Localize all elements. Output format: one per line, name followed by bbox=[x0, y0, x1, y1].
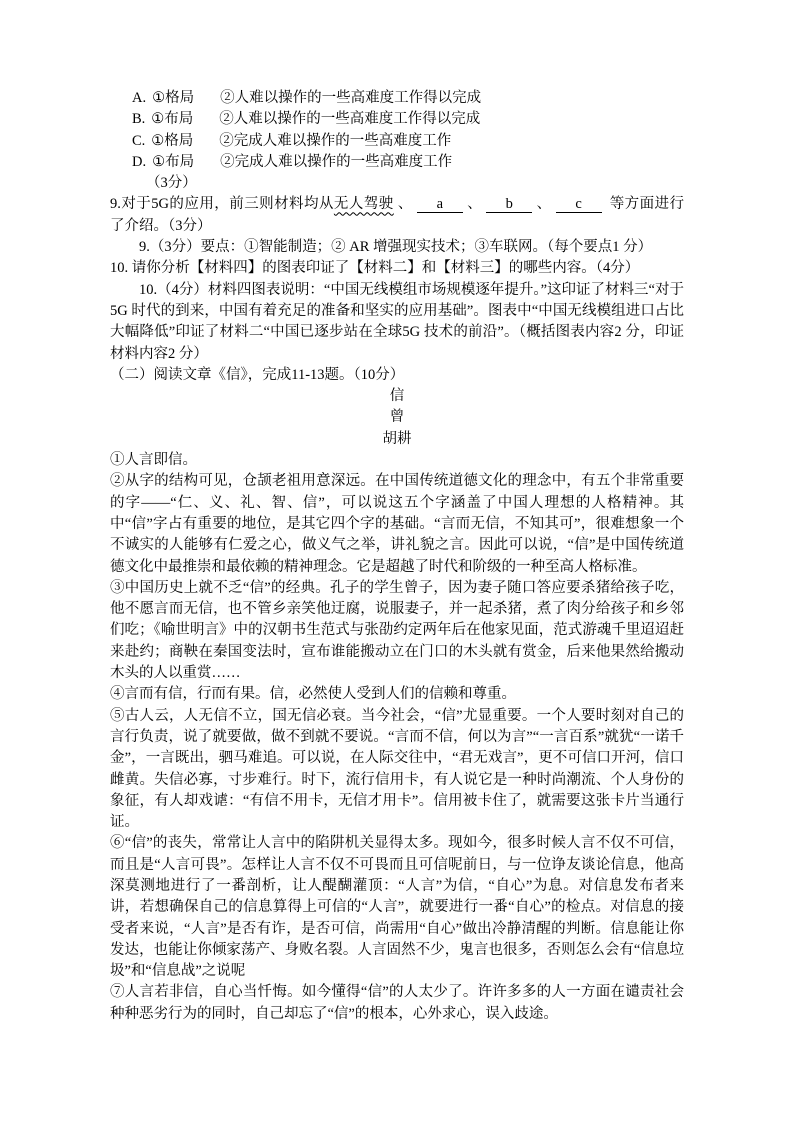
essay-paragraph-2: ②从字的结构可见，仓颉老祖用意深远。在中国传统道德文化的理念中，有五个非常重要的字——“仁、义、礼、智、信”，可以说这五个字涵盖了中国人理想的人格精神。其中“信”字占有重要的地位，是其它四个字的基础。“言而无信，不知其可”，很难想象一个不诚实的人能够有仁爱之心，做义气之举，讲礼貌之言。因此可以说，“信”是中国传统道德文化中最推崇和最依赖的精神理念。它是超越了时代和阶级的一种至高人格标准。 bbox=[110, 473, 684, 575]
question-9-blank-c: c bbox=[556, 196, 602, 213]
choice-d-part2: ②完成人难以操作的一些高难度工作 bbox=[220, 153, 453, 170]
choice-c-part1: ①格局 bbox=[151, 132, 194, 149]
choice-list bbox=[110, 88, 684, 173]
choice-c-letter: C. bbox=[132, 132, 146, 149]
choice-b-part2: ②人难以操作的一些高难度工作得以完成 bbox=[219, 111, 481, 128]
question-9-wavy-term: 无人驾驶 bbox=[333, 196, 394, 213]
choice-d-part1: ①布局 bbox=[152, 153, 195, 170]
choice-b bbox=[110, 109, 684, 130]
choice-d-letter: D. bbox=[132, 153, 147, 170]
question-9 bbox=[110, 194, 684, 237]
question-9-blank-a: a bbox=[417, 196, 463, 213]
choice-b-letter: B. bbox=[132, 111, 146, 128]
question-9-blank-b: b bbox=[486, 196, 532, 213]
choice-a-letter: A. bbox=[132, 90, 147, 106]
essay-paragraph-6: ⑥“信”的丧失，常常让人言中的陷阱机关显得太多。现如今，很多时候人言不仅不可信，而且是“人言可畏”。怎样让人言不仅不可畏而且可信呢前日，与一位诤友谈论信息，他高深莫测地进行了一番剖析，让人醍醐灌顶：“人言”为信，“自心”为息。对信息发布者来讲，若想确保自己的信息算得上可信的“人言”，就要进行一番“自心”的检点。对信息的接受者来说，“人言”是否有诈，是否可信，尚需用“自心”做出冷静清醒的判断。信息能让你发达，也能让你倾家荡产、身败名裂。人言固然不少，鬼言也很多，否则怎么会有“信息垃圾”和“信息战”之说呢 bbox=[110, 835, 684, 980]
choice-c-part2: ②完成人难以操作的一些高难度工作 bbox=[219, 132, 452, 149]
essay-body bbox=[110, 450, 684, 1025]
choice-a bbox=[110, 88, 684, 109]
essay-paragraph-7: ⑦人言若非信，自心当忏悔。如今懂得“信”的人太少了。许许多多的人一方面在谴责社会种种恶劣行为的同时，自己却忘了“信”的根本，心外求心，误入歧途。 bbox=[110, 984, 684, 1022]
essay-author: 胡耕 bbox=[382, 430, 412, 447]
question-10: 10. 请你分析【材料四】的图表印证了【材料二】和【材料三】的哪些内容。（4分） bbox=[110, 260, 640, 277]
choice-c bbox=[110, 131, 684, 152]
essay-paragraph-4: ④言而有信，行而有果。信，必然使人受到人们的信赖和尊重。 bbox=[110, 686, 516, 703]
choice-b-part1: ①布局 bbox=[151, 111, 194, 128]
essay-paragraph-1: ①人言即信。 bbox=[110, 452, 197, 469]
question-9-suffix: 等方面进行了介绍。（3分） bbox=[110, 196, 685, 234]
choice-a-part1: ①格局 bbox=[152, 90, 195, 106]
choice-d bbox=[110, 152, 684, 173]
answer-10: 10.（4分）材料四图表说明：“中国无线模组市场规模逐年提升。”这印证了材料三“对于5G 时代的到来，中国有着充足的准备和坚实的应用基础”。图表中“中国无线模组进口占比大幅降低”印证了材料二“中国已逐步站在全球5G 技术的前沿”。（概括图表内容2 分，印证材料内容2 分） bbox=[110, 281, 684, 362]
question-9-prefix: 9.对于5G的应用，前三则材料均从 bbox=[110, 196, 334, 213]
question-9-sep3: 、 bbox=[536, 196, 552, 213]
section-2-heading: （二）阅读文章《信》，完成11-13题。（10分） bbox=[110, 366, 405, 383]
essay-title: 信 bbox=[389, 388, 405, 405]
score-note: （3分） bbox=[146, 175, 197, 192]
essay-paragraph-3: ③中国历史上就不乏“信”的经典。孔子的学生曾子，因为妻子随口答应要杀猪给孩子吃，他不愿言而无信，也不管乡亲笑他迂腐，说服妻子，并一起杀猪，煮了肉分给孩子和乡邻们吃；《喻世明言》中的汉朝书生范式与张劭约定两年后在他家见面，范式游魂千里迢迢赶来赴约；商鞅在秦国变法时，宣布谁能搬动立在门口的木头就有赏金，后来他果然给搬动木头的人以重赏…… bbox=[110, 579, 684, 682]
choice-a-part2: ②人难以操作的一些高难度工作得以完成 bbox=[220, 90, 482, 106]
question-9-sep1: 、 bbox=[393, 196, 413, 213]
answer-9: 9.（3分）要点：①智能制造；② AR 增强现实技术；③车联网。（每个要点1 分） bbox=[139, 239, 653, 256]
essay-subtitle: 曾 bbox=[389, 409, 405, 426]
essay-paragraph-5: ⑤古人云，人无信不立，国无信必衰。当今社会，“信”尤显重要。一个人要时刻对自己的言行负责，说了就要做，做不到就不要说。“言而不信，何以为言”“一言百系”就犹“一诺千金”，一言既出，驷马难追。可以说，在人际交往中，“君无戏言”，更不可信口开河，信口雌黄。失信必寡，寸步难行。时下，流行信用卡，有人说它是一种时尚潮流、个人身份的象征，有人却戏谑：“有信不用卡，无信才用卡”。信用被卡住了，就需要这张卡片当通行证。 bbox=[110, 707, 684, 831]
question-9-sep2: 、 bbox=[466, 196, 483, 213]
